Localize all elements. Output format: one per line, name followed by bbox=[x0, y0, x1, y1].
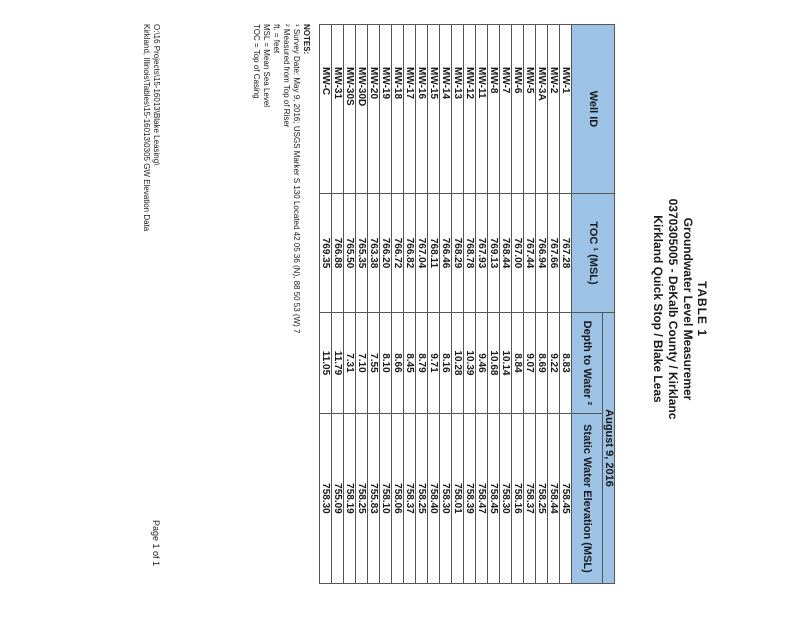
page-number: Page 1 of 1 bbox=[151, 520, 161, 567]
cell-toc: 767.93 bbox=[476, 194, 488, 313]
cell-toc: 766.72 bbox=[392, 194, 404, 313]
cell-elevation: 755.09 bbox=[332, 413, 344, 583]
cell-toc: 766.94 bbox=[536, 194, 548, 313]
table-row bbox=[476, 25, 488, 584]
table-row bbox=[548, 25, 560, 584]
site-line: 0370305005 - DeKalb County / Kirklanc bbox=[666, 198, 680, 420]
cell-toc: 768.11 bbox=[428, 194, 440, 313]
table-row bbox=[452, 25, 464, 584]
cell-elevation: 758.25 bbox=[356, 413, 368, 583]
cell-depth: 10.14 bbox=[500, 313, 512, 414]
cell-elevation: 755.83 bbox=[368, 413, 380, 583]
cell-toc: 769.13 bbox=[488, 194, 500, 313]
cell-depth: 7.31 bbox=[344, 313, 356, 414]
cell-elevation: 758.25 bbox=[416, 413, 428, 583]
date-header: August 9, 2016 bbox=[603, 313, 615, 584]
cell-elevation: 758.10 bbox=[380, 413, 392, 583]
table-row bbox=[380, 25, 392, 584]
cell-depth: 8.79 bbox=[416, 313, 428, 414]
cell-depth: 7.10 bbox=[356, 313, 368, 414]
col-toc: TOC ¹ (MSL) bbox=[572, 194, 615, 313]
table-row bbox=[428, 25, 440, 584]
cell-elevation: 758.19 bbox=[344, 413, 356, 583]
cell-toc: 769.35 bbox=[320, 194, 332, 313]
cell-depth: 8.45 bbox=[404, 313, 416, 414]
cell-well-id: MW-11 bbox=[476, 25, 488, 194]
cell-toc: 766.88 bbox=[332, 194, 344, 313]
cell-well-id: MW-2 bbox=[548, 25, 560, 194]
cell-elevation: 758.30 bbox=[320, 413, 332, 583]
cell-toc: 766.20 bbox=[380, 194, 392, 313]
cell-depth: 9.71 bbox=[428, 313, 440, 414]
table-row bbox=[344, 25, 356, 584]
cell-toc: 768.44 bbox=[500, 194, 512, 313]
cell-toc: 767.66 bbox=[548, 194, 560, 313]
cell-depth: 8.10 bbox=[380, 313, 392, 414]
table-row bbox=[488, 25, 500, 584]
cell-well-id: MW-C bbox=[320, 25, 332, 194]
cell-well-id: MW-5 bbox=[524, 25, 536, 194]
cell-well-id: MW-3A bbox=[536, 25, 548, 194]
cell-well-id: MW-8 bbox=[488, 25, 500, 194]
col-depth: Depth to Water ² bbox=[572, 313, 603, 414]
cell-elevation: 758.37 bbox=[524, 413, 536, 583]
cell-toc: 767.44 bbox=[524, 194, 536, 313]
footer-path bbox=[141, 24, 161, 231]
document-title: Groundwater Level Measuremer bbox=[681, 217, 695, 401]
cell-well-id: MW-6 bbox=[512, 25, 524, 194]
col-elevation: Static Water Elevation (MSL) bbox=[572, 413, 603, 583]
table-row bbox=[536, 25, 548, 584]
table-body bbox=[320, 25, 572, 584]
cell-depth: 10.39 bbox=[464, 313, 476, 414]
cell-elevation: 758.25 bbox=[536, 413, 548, 583]
footer-path-1: O:\16 Projects\15-16013\Blake Leasing\ bbox=[152, 24, 161, 166]
cell-well-id: MW-14 bbox=[440, 25, 452, 194]
cell-toc: 767.04 bbox=[416, 194, 428, 313]
cell-well-id: MW-19 bbox=[380, 25, 392, 194]
cell-well-id: MW-30S bbox=[344, 25, 356, 194]
cell-toc: 767.28 bbox=[560, 194, 572, 313]
cell-well-id: MW-13 bbox=[452, 25, 464, 194]
note-3: ft. = feet bbox=[272, 24, 281, 54]
cell-depth: 10.28 bbox=[452, 313, 464, 414]
cell-depth: 7.55 bbox=[368, 313, 380, 414]
notes-block bbox=[251, 24, 311, 333]
cell-toc: 766.46 bbox=[440, 194, 452, 313]
table-row bbox=[440, 25, 452, 584]
cell-elevation: 758.06 bbox=[392, 413, 404, 583]
table-row bbox=[524, 25, 536, 584]
cell-well-id: MW-16 bbox=[416, 25, 428, 194]
cell-elevation: 758.01 bbox=[452, 413, 464, 583]
table-row bbox=[500, 25, 512, 584]
cell-elevation: 758.30 bbox=[500, 413, 512, 583]
cell-depth: 11.05 bbox=[320, 313, 332, 414]
cell-depth: 11.79 bbox=[332, 313, 344, 414]
cell-toc: 766.82 bbox=[404, 194, 416, 313]
cell-depth: 8.16 bbox=[440, 313, 452, 414]
cell-elevation: 758.37 bbox=[404, 413, 416, 583]
table-row bbox=[356, 25, 368, 584]
cell-depth: 8.84 bbox=[512, 313, 524, 414]
cell-elevation: 758.47 bbox=[476, 413, 488, 583]
cell-elevation: 758.39 bbox=[464, 413, 476, 583]
cell-well-id: MW-18 bbox=[392, 25, 404, 194]
cell-toc: 768.78 bbox=[464, 194, 476, 313]
cell-well-id: MW-15 bbox=[428, 25, 440, 194]
cell-well-id: MW-17 bbox=[404, 25, 416, 194]
table-row bbox=[416, 25, 428, 584]
footer-path-2: Kirkland, Illinois\Tables\15-16013\0305 GW Elevation Data bbox=[142, 24, 151, 232]
table-row bbox=[404, 25, 416, 584]
groundwater-table bbox=[319, 24, 615, 584]
note-4: MSL = Mean Sea Level bbox=[262, 24, 271, 108]
cell-toc: 765.35 bbox=[356, 194, 368, 313]
cell-depth: 8.66 bbox=[392, 313, 404, 414]
cell-depth: 10.68 bbox=[488, 313, 500, 414]
col-well-id: Well ID bbox=[572, 25, 615, 194]
cell-elevation: 758.30 bbox=[440, 413, 452, 583]
cell-toc: 763.38 bbox=[368, 194, 380, 313]
notes-heading: NOTES: bbox=[302, 24, 311, 55]
cell-well-id: MW-31 bbox=[332, 25, 344, 194]
cell-depth: 8.83 bbox=[560, 313, 572, 414]
cell-depth: 9.07 bbox=[524, 313, 536, 414]
cell-depth: 8.69 bbox=[536, 313, 548, 414]
site-line-2: Kirkland Quick Stop / Blake Leas bbox=[651, 215, 665, 403]
cell-depth: 9.22 bbox=[548, 313, 560, 414]
note-1: ¹ Survey Date: May 9, 2016; USGS Marker S 130 Located 42 05 36 (N), 88 50 53 (W) 7 bbox=[292, 24, 301, 334]
cell-well-id: MW-7 bbox=[500, 25, 512, 194]
table-row bbox=[332, 25, 344, 584]
cell-toc: 765.50 bbox=[344, 194, 356, 313]
cell-well-id: MW-30D bbox=[356, 25, 368, 194]
cell-elevation: 758.45 bbox=[488, 413, 500, 583]
cell-toc: 768.29 bbox=[452, 194, 464, 313]
note-2: ² Measured from Top of Riser bbox=[282, 24, 291, 128]
cell-toc: 767.00 bbox=[512, 194, 524, 313]
cell-well-id: MW-20 bbox=[368, 25, 380, 194]
table-row bbox=[512, 25, 524, 584]
cell-elevation: 758.40 bbox=[428, 413, 440, 583]
table-row bbox=[464, 25, 476, 584]
table-label: TABLE 1 bbox=[695, 280, 709, 338]
table-row bbox=[392, 25, 404, 584]
cell-elevation: 758.44 bbox=[548, 413, 560, 583]
table-row bbox=[320, 25, 332, 584]
cell-elevation: 758.45 bbox=[560, 413, 572, 583]
cell-well-id: MW-12 bbox=[464, 25, 476, 194]
cell-elevation: 758.16 bbox=[512, 413, 524, 583]
table-row bbox=[368, 25, 380, 584]
table-row bbox=[560, 25, 572, 584]
cell-well-id: MW-1 bbox=[560, 25, 572, 194]
cell-depth: 9.46 bbox=[476, 313, 488, 414]
note-5: TOC = Top of Casing bbox=[252, 24, 261, 99]
